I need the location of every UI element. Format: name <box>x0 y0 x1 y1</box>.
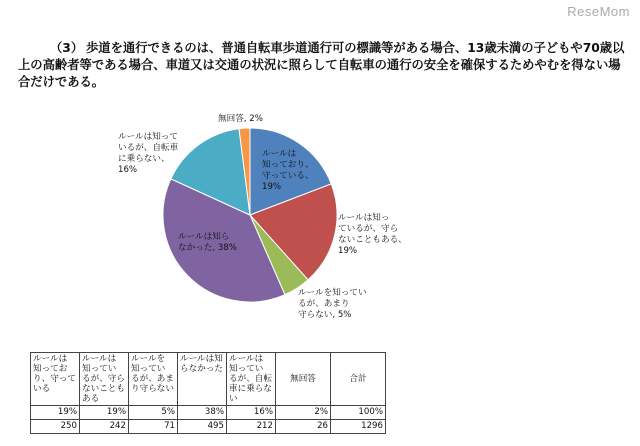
watermark-logo: ReseMom <box>567 4 630 19</box>
table-cell: 1296 <box>331 420 386 434</box>
table-header-cell: ルールは 知ってお り、守って いる <box>31 353 80 406</box>
table-cell: 2% <box>276 406 331 420</box>
table-header-cell: 無回答 <box>276 353 331 406</box>
table-cell: 242 <box>80 420 129 434</box>
pie-slice-label: ルールは知って いるが、自転車 に乗らない、 16% <box>118 132 179 175</box>
table-cell: 71 <box>129 420 178 434</box>
table-cell: 212 <box>227 420 276 434</box>
table-cell: 16% <box>227 406 276 420</box>
table-cell: 19% <box>80 406 129 420</box>
table-cell: 495 <box>178 420 227 434</box>
data-table <box>30 352 386 434</box>
question-text: 歩道を通行できるのは、普通自転車歩道通行可の標識等がある場合、13歳未満の子どもや70歳以上の高齢者等である場合、車道又は交通の状況に照らして自転車の通行の安全を確保するためやむを得ない場合だけである。 <box>18 41 625 89</box>
table-header-row <box>31 353 386 406</box>
pie-slice-label: ルールは 知っており、 守っている、 19% <box>262 149 314 192</box>
table-cell: 26 <box>276 420 331 434</box>
question-number: （3） <box>50 41 84 55</box>
table-header-cell: ルールは知 らなかった <box>178 353 227 406</box>
table-cell: 100% <box>331 406 386 420</box>
table-row-count <box>31 420 386 434</box>
table-header-cell: ルールを 知ってい るが、あま り守らない <box>129 353 178 406</box>
pie-slice-label: 無回答, 2% <box>218 114 263 124</box>
table-cell: 19% <box>31 406 80 420</box>
pie-slice-label: ルールを知ってい るが、あまり 守らない, 5% <box>298 288 367 320</box>
table-header-cell: ルールは 知ってい るが、自転 車に乗らな い <box>227 353 276 406</box>
table-header-cell: 合計 <box>331 353 386 406</box>
table-cell: 5% <box>129 406 178 420</box>
table-header-cell: ルールは 知ってい るが、守ら ないことも ある <box>80 353 129 406</box>
table-cell: 38% <box>178 406 227 420</box>
pie-slice-label: ルールは知っ ているが、守ら ないこともある、 19% <box>338 213 407 256</box>
pie-slice-label: ルールは知ら なかった, 38% <box>178 232 237 253</box>
table-cell: 250 <box>31 420 80 434</box>
table-row-percent <box>31 406 386 420</box>
